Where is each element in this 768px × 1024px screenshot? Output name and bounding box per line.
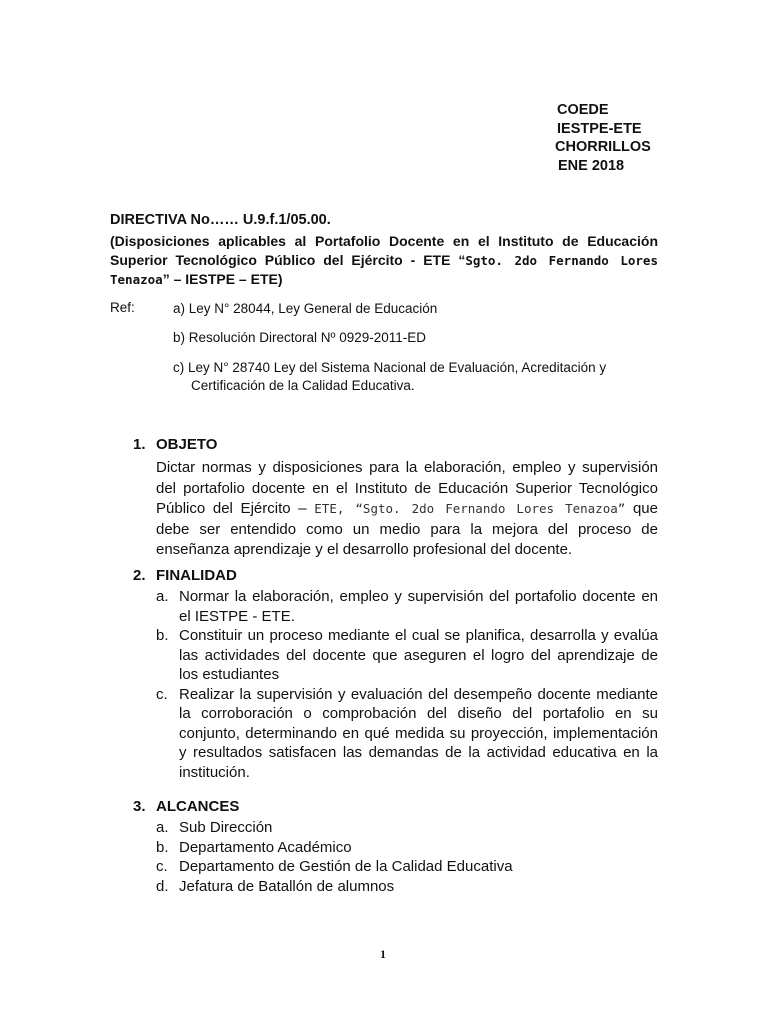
directive-title: DIRECTIVA No…… U.9.f.1/05.00. [110,212,331,228]
reference-c [173,359,658,395]
reference-a: a) Ley N° 28044, Ley General de Educación [173,301,438,316]
list-item [156,877,658,897]
list-marker: c. [156,685,168,703]
objeto-body [156,458,658,561]
objeto-institution-name: ETE, “Sgto. 2do Fernando Lores Tenazoa” [314,501,626,516]
list-marker: b. [156,838,169,856]
list-item-text: Constituir un proceso mediante el cual se planifica, desarrolla y evalúa las actividades del docente que aseguren el logro del aprendizaje de los estudiantes [179,627,658,683]
reference-c-line2: Certificación de la Calidad Educativa. [191,378,415,393]
section-heading-finalidad [133,567,237,584]
list-item-text: Departamento de Gestión de la Calidad Educativa [179,858,513,875]
section-number: 3. [133,798,146,815]
list-item-text: Sub Dirección [179,819,273,836]
section-title: ALCANCES [156,798,240,815]
section-number: 1. [133,436,146,453]
header-block [555,101,651,175]
section-title: OBJETO [156,436,218,453]
section-heading-objeto [133,436,217,453]
list-marker: c. [156,858,168,875]
subtitle-honoree-name: Sgto. 2do Fernando Lores Tenazoa [110,253,658,287]
header-line-date: ENE 2018 [558,157,625,174]
objeto-text: Dictar normas y disposiciones para la elaboración, empleo y supervisión del portafolio docente en el Instituto de Educación Superior Tecnológico Público del Ejército – [156,459,658,517]
references-label: Ref: [110,300,135,315]
list-item [156,818,658,838]
section-heading-alcances [133,798,239,815]
list-item [156,838,658,858]
list-item [156,857,658,877]
section-number: 2. [133,567,146,584]
list-item-text: Normar la elaboración, empleo y supervisión del portafolio docente en el IESTPE - ETE. [179,588,658,625]
finalidad-list [156,587,658,782]
reference-c-line1: c) Ley N° 28740 Ley del Sistema Nacional de Evaluación, Acreditación y [173,360,607,375]
list-marker: b. [156,627,169,644]
list-marker: d. [156,877,169,895]
reference-b: b) Resolución Directoral Nº 0929-2011-ED [173,330,427,345]
directive-subtitle [110,232,658,289]
header-line-iestpe: IESTPE-ETE [557,120,642,137]
alcances-list [156,818,658,896]
list-item-text: Jefatura de Batallón de alumnos [179,877,395,895]
page-number: 1 [380,947,386,961]
section-title: FINALIDAD [156,567,237,584]
list-marker: a. [156,588,169,605]
list-item [156,626,658,685]
list-item [156,587,658,626]
list-item-text: Departamento Académico [179,838,352,856]
list-marker: a. [156,819,169,836]
subtitle-text: (Disposiciones aplicables al Portafolio Docente en el Instituto de Educación Superior Tecnológico Público del Ejército - ETE “ [110,233,658,268]
list-item [156,685,658,783]
objeto-text-end: que debe ser entendido como un medio para la mejora del proceso de enseñanza aprendizaje y el desarrollo profesional del docente. [156,500,658,558]
header-line-coede: COEDE [557,102,609,118]
list-item-text: Realizar la supervisión y evaluación del desempeño docente mediante la corroboración o comprobación del diseño del portafolio en su conjunto, determinando en qué medida su proyección, implementación y resultados satisfacen las demandas de la actividad educativa en la institución. [179,685,658,781]
subtitle-text-end: ” – IESTPE – ETE) [162,271,283,287]
header-line-chorrillos: CHORRILLOS [555,139,651,155]
